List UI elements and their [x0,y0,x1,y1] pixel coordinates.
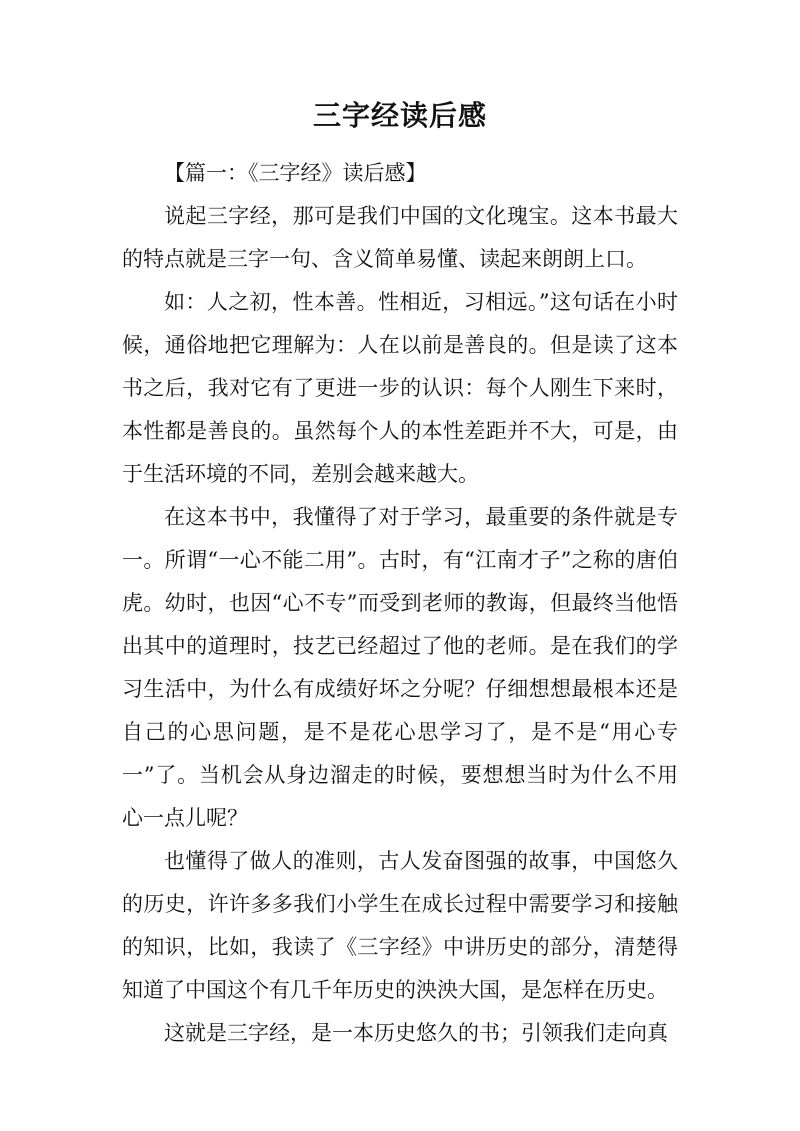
document-body [122,152,678,1055]
document-title: 三字经读后感 [312,99,487,132]
paragraph-5: 这就是三字经，是一本历史悠久的书；引领我们走向真 [164,1021,668,1045]
paragraph-1: 说起三字经，那可是我们中国的文化瑰宝。这本书最大的特点就是三字一句、含义简单易懂、读起来朗朗上口。 [122,204,678,271]
section-heading: 【篇一：《三字经》读后感】 [164,161,427,185]
paragraph-4: 也懂得了做人的准则，古人发奋图强的故事，中国悠久的历史，许许多多我们小学生在成长过程中需要学习和接触的知识，比如，我读了《三字经》中讲历史的部分，清楚得知道了中国这个有几千年历史的泱泱大国，是怎样在历史。 [122,849,678,1002]
paragraph-2: 如：人之初，性本善。性相近，习相远。”这句话在小时候，通俗地把它理解为：人在以前是善良的。但是读了这本书之后，我对它有了更进一步的认识：每个人刚生下来时，本性都是善良的。虽然每个人的本性差距并不大，可是，由于生活环境的不同，差别会越来越大。 [122,290,678,486]
paragraph-3: 在这本书中，我懂得了对于学习，最重要的条件就是专一。所谓“一心不能二用”。古时，有“江南才子”之称的唐伯虎。幼时，也因“心不专”而受到老师的教诲，但最终当他悟出其中的道理时，技艺已经超过了他的老师。是在我们的学习生活中，为什么有成绩好坏之分呢？仔细想想最根本还是自己的心思问题，是不是花心思学习了，是不是“用心专一”了。当机会从身边溜走的时候，要想想当时为什么不用心一点儿呢？ [122,505,678,830]
